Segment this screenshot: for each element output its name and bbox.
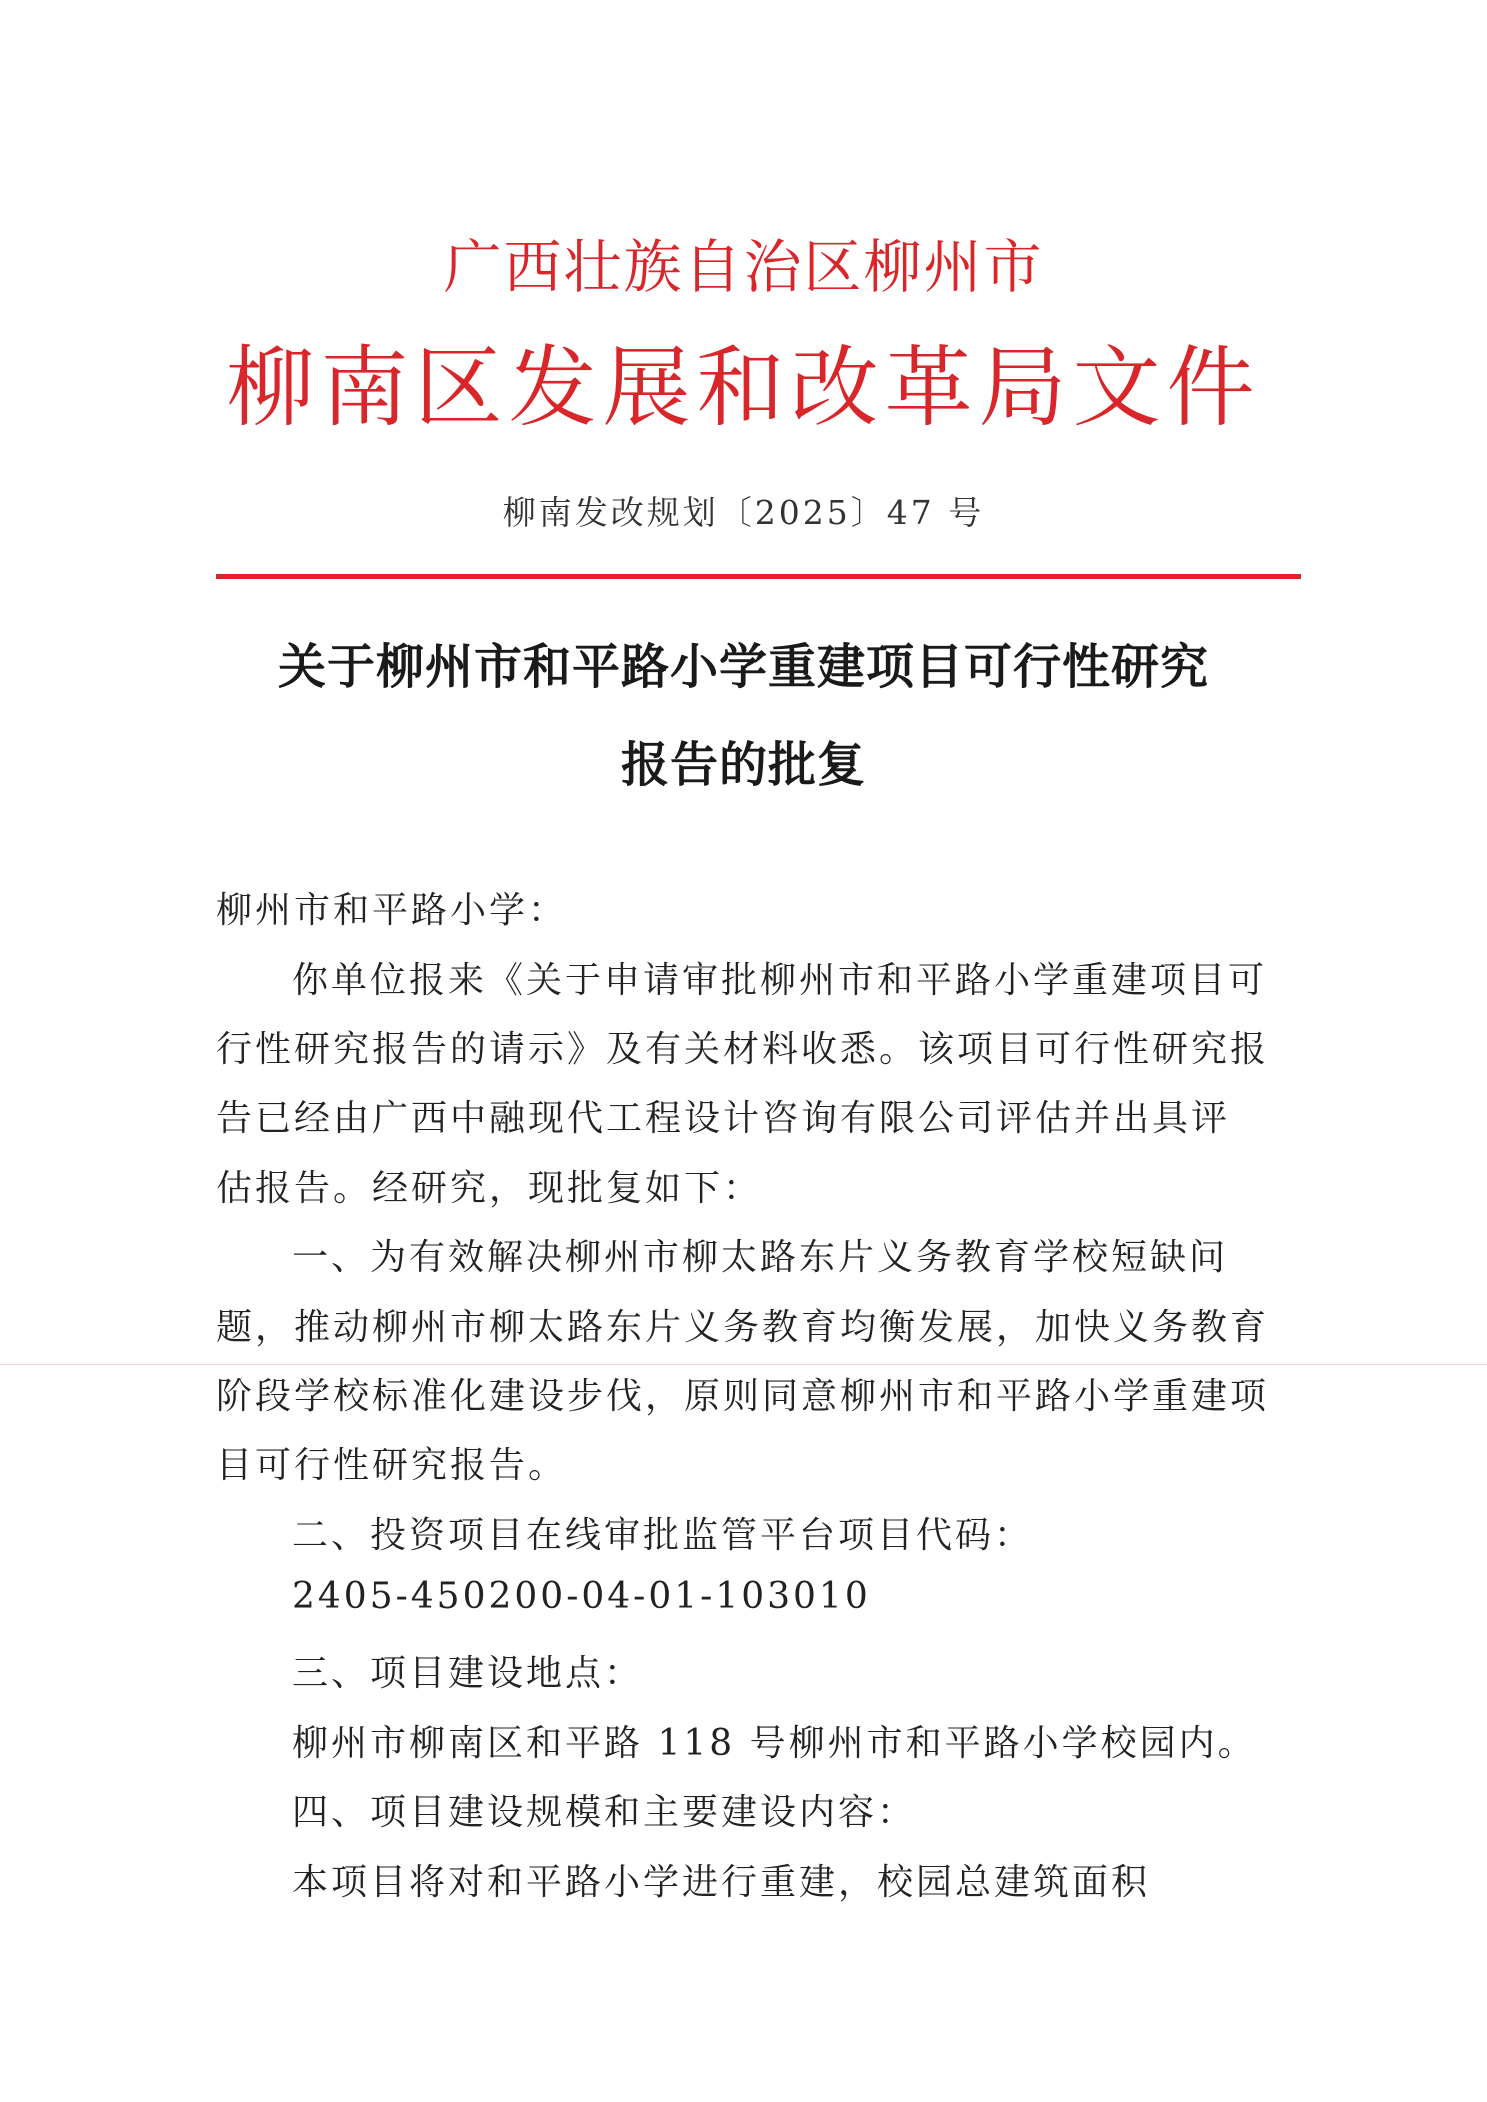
body-line: 估报告。经研究，现批复如下： [216, 1168, 763, 1209]
red-divider [216, 574, 1301, 579]
document-title-line-2: 报告的批复 [620, 737, 866, 793]
section-heading: 二、投资项目在线审批监管平台项目代码： [292, 1515, 1034, 1556]
project-location: 柳州市柳南区和平路 118 号柳州市和平路小学校园内。 [292, 1723, 1257, 1764]
body-line: 题，推动柳州市柳太路东片义务教育均衡发展，加快义务教育 [216, 1307, 1270, 1348]
salutation: 柳州市和平路小学： [216, 890, 568, 931]
scan-artifact-line [0, 1364, 1487, 1365]
document-title-line-1: 关于柳州市和平路小学重建项目可行性研究 [277, 639, 1209, 695]
body-line: 你单位报来《关于申请审批柳州市和平路小学重建项目可 [292, 960, 1268, 1001]
body-line: 本项目将对和平路小学进行重建，校园总建筑面积 [292, 1862, 1151, 1903]
body-line: 阶段学校标准化建设步伐，原则同意柳州市和平路小学重建项 [216, 1376, 1270, 1417]
section-heading: 四、项目建设规模和主要建设内容： [292, 1792, 917, 1833]
issuer-office-heading: 柳南区发展和改革局文件 [226, 336, 1261, 439]
section-heading: 三、项目建设地点： [292, 1653, 644, 1694]
issuer-region-heading: 广西壮族自治区柳州市 [443, 233, 1044, 301]
document-number: 柳南发改规划〔2025〕47 号 [502, 493, 985, 532]
project-code: 2405-450200-04-01-103010 [292, 1576, 871, 1617]
body-line: 一、为有效解决柳州市柳太路东片义务教育学校短缺问 [292, 1237, 1229, 1278]
body-line: 目可行性研究报告。 [216, 1445, 568, 1486]
body-line: 行性研究报告的请示》及有关材料收悉。该项目可行性研究报 [216, 1029, 1270, 1070]
body-line: 告已经由广西中融现代工程设计咨询有限公司评估并出具评 [216, 1098, 1231, 1139]
